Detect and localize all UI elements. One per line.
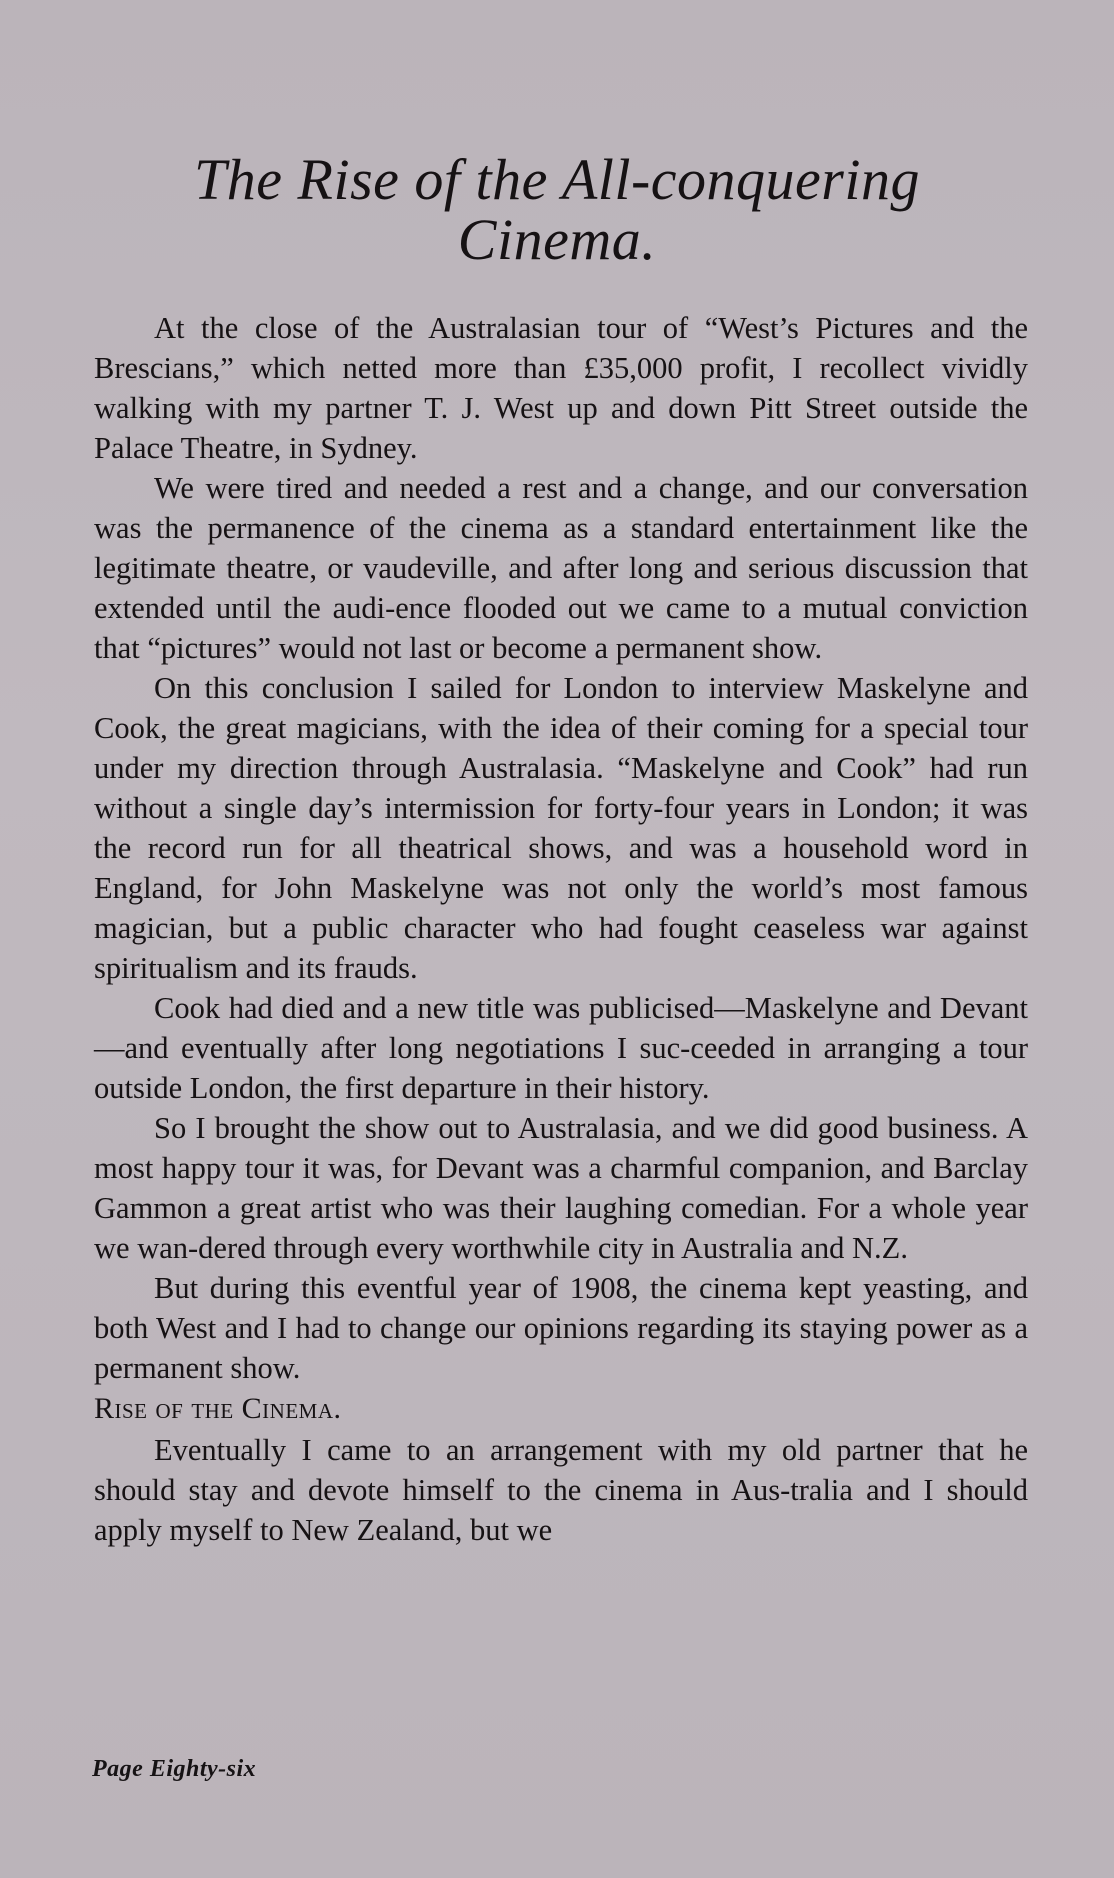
title-line-1: The Rise of the All-conquering <box>194 147 920 212</box>
section-heading: Rise of the Cinema. <box>94 1392 342 1425</box>
paragraph: We were tired and needed a rest and a change, and our conversation was the permanence of the cinema as a standard entertainment like the legitimate theatre, or vaudeville, and after long and serious discussion that extended until the audi-ence flooded out we came to a mutual conviction that “pictures” would not last or become a permanent show. <box>94 471 1028 665</box>
paragraph: But during this eventful year of 1908, the cinema kept yeasting, and both West and I had to change our opinions regarding its staying power as a permanent show. <box>94 1271 1028 1385</box>
paragraph: At the close of the Australasian tour of “West’s Pictures and the Brescians,” which netted more than £35,000 profit, I recollect vividly walking with my partner T. J. West up and down Pitt Street outside the Palace Theatre, in Sydney. <box>94 311 1028 465</box>
paragraph: Eventually I came to an arrangement with my old partner that he should stay and devote himself to the cinema in Aus-tralia and I should apply myself to New Zealand, but we <box>94 1433 1028 1547</box>
page-title <box>0 147 1114 272</box>
page-number: Page Eighty-six <box>92 1756 257 1782</box>
paragraph: On this conclusion I sailed for London to interview Maskelyne and Cook, the great magicians, with the idea of their coming for a special tour under my direction through Australasia. “Maskelyne and Cook” had run without a single day’s intermission for forty-four years in London; it was the record run for all theatrical shows, and was a household word in England, for John Maskelyne was not only the world’s most famous magician, but a public character who had fought ceaseless war against spiritualism and its frauds. <box>94 671 1028 985</box>
paragraph: Cook had died and a new title was publicised—Maskelyne and Devant—and eventually after long negotiations I suc-ceeded in arranging a tour outside London, the first departure in their history. <box>94 991 1028 1105</box>
title-line-2: Cinema. <box>457 207 657 272</box>
body-text <box>94 308 1028 1550</box>
paragraph: So I brought the show out to Australasia, and we did good business. A most happy tour it was, for Devant was a charmful companion, and Barclay Gammon a great artist who was their laughing comedian. For a whole year we wan-dered through every worthwhile city in Australia and N.Z. <box>94 1111 1028 1265</box>
